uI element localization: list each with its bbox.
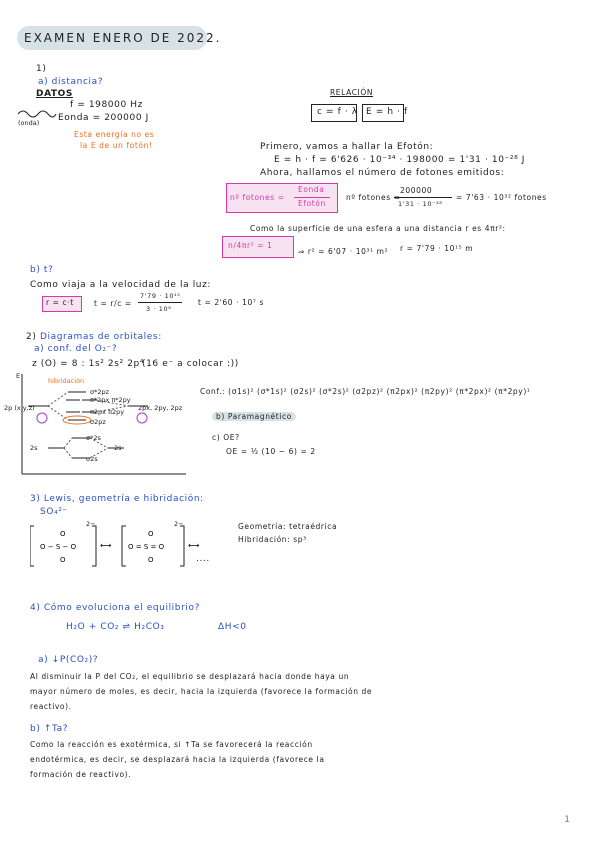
- hibridacion: Hibridación: sp³: [238, 535, 307, 544]
- ahora-text: Ahora, hallamos el número de fotones emitidos:: [260, 168, 505, 178]
- wave-icon: [16, 108, 58, 120]
- q4-b-text1: Como la reacción es exotérmica, si ↑Ta se favorecerá la reacción: [30, 740, 313, 749]
- esfera-formula: n/4πr² = 1: [228, 241, 273, 250]
- mo-pi: π2px π2py: [90, 408, 125, 416]
- nfot-result: = 7'63 · 10³² fotones: [456, 193, 547, 202]
- f-value: f = 198000 Hz: [70, 100, 143, 110]
- mo-configuration: Conf.: (σ1s)² (σ*1s)² (σ2s)² (σ*2s)² (σ2pz)² (π2px)² (π2py)² (π*2px)² (π*2py)¹: [200, 387, 531, 396]
- mo-s2pz: σ2pz: [90, 418, 106, 426]
- q2-b-paramagnetico: b) Paramagnético: [212, 412, 296, 421]
- diagram-hibridacion: hibridación: [48, 377, 85, 385]
- lewis-structures: [30, 522, 220, 572]
- nfot-box-lhs: nº fotones =: [230, 193, 285, 202]
- page-number: 1: [564, 815, 570, 825]
- level-2s-right: 2s: [114, 444, 122, 452]
- q1-b-label: b) t?: [30, 265, 54, 275]
- nfot-box-num: Eonda: [298, 185, 325, 194]
- r2-result: ⇒ r² = 6'07 · 10³¹ m²: [298, 247, 389, 256]
- note-line1: Esta energía no es: [74, 130, 155, 139]
- primero-text: Primero, vamos a hallar la Efotón:: [260, 142, 434, 152]
- q2-c-label: c) OE?: [212, 433, 240, 442]
- geometria: Geometría: tetraédrica: [238, 522, 338, 531]
- svg-text:⟷: ⟷: [188, 541, 200, 550]
- svg-text:⟷: ⟷: [100, 541, 112, 550]
- q2-a-label: a) conf. del O₂⁻?: [34, 344, 118, 354]
- mo-s2pz-star: σ*2pz: [90, 388, 110, 396]
- lewis-dots: ....: [196, 554, 210, 564]
- q1-a-label: a) distancia?: [38, 77, 104, 87]
- svg-text:O: O: [148, 530, 154, 538]
- nfot-box-fraction-bar: [294, 197, 330, 198]
- t-calc-lhs: t = r/c =: [94, 299, 132, 308]
- svg-text:O: O: [60, 556, 66, 564]
- q4-reaction: H₂O + CO₂ ⇌ H₂CO₃: [66, 622, 165, 632]
- level-2p: 2p (x,y,z): [4, 404, 35, 412]
- nfot-calc-num: 200000: [400, 186, 433, 195]
- nfot-calc-lhs: nº fotones =: [346, 193, 401, 202]
- svg-text:O = S = O: O = S = O: [128, 543, 165, 551]
- note-line2: la E de un fotón!: [80, 141, 153, 150]
- datos-label: DATOS: [36, 89, 74, 99]
- t-calc-num: 7'79 · 10¹⁵: [140, 292, 181, 300]
- q3-title: 3) Lewis, geometría e hibridación:: [30, 494, 204, 504]
- oe-calc: OE = ½ (10 − 6) = 2: [226, 447, 316, 456]
- q4-a-text3: reactivo).: [30, 702, 72, 711]
- q4-a-text2: mayor número de moles, es decir, hacia la izquierda (favorece la formación de: [30, 687, 373, 696]
- q4-b-text2: endotérmica, es decir, se desplazará hacia la izquierda (favorece la: [30, 755, 325, 764]
- relacion-label: RELACIÓN: [330, 88, 374, 97]
- svg-text:O − S − O: O − S − O: [40, 543, 77, 551]
- q1-number: 1): [36, 64, 47, 74]
- formula2: E = h · f: [366, 107, 408, 117]
- formula1: c = f · λ: [317, 107, 358, 117]
- como-esfera-text: Como la superficie de una esfera a una distancia r es 4πr²:: [250, 224, 506, 233]
- nfot-box-den: Efotón: [298, 199, 326, 208]
- q4-b-label: b) ↑Ta?: [30, 724, 69, 734]
- t-calc-fraction-bar: [138, 302, 182, 303]
- q3-ion: SO₄²⁻: [40, 507, 68, 517]
- electrons-note: (16 e⁻ a colocar :)): [142, 359, 239, 369]
- onda-label: (onda): [18, 119, 40, 127]
- lewis-left-charge: 2−: [86, 520, 96, 528]
- q4-b-text3: formación de reactivo).: [30, 770, 132, 779]
- q4-a-text1: Al disminuir la P del CO₂, el equilibrio se desplazará hacia donde haya un: [30, 672, 350, 681]
- lewis-mid-charge: 2−: [174, 520, 184, 528]
- r-result: r = 7'79 · 10¹⁵ m: [400, 244, 474, 253]
- q1-b-text: Como viaja a la velocidad de la luz:: [30, 280, 212, 290]
- mo-s2s-star: σ*2s: [86, 434, 101, 442]
- right-2p-label: 2px, 2py, 2pz: [138, 404, 183, 412]
- q4-a-label: a) ↓P(CO₂)?: [38, 655, 99, 665]
- q4-title: 4) Cómo evoluciona el equilibrio?: [30, 603, 200, 613]
- mo-s2s: σ2s: [86, 455, 98, 463]
- nfot-calc-den: 1'31 · 10⁻²⁸: [398, 200, 443, 208]
- e-onda: Eonda = 200000 J: [58, 113, 149, 123]
- t-result: t = 2'60 · 10⁷ s: [198, 298, 264, 307]
- z-config: z (O) = 8 : 1s² 2s² 2p⁴: [32, 359, 145, 369]
- svg-text:O: O: [148, 556, 154, 564]
- level-2s-left: 2s: [30, 444, 38, 452]
- diagram-energy-axis: E: [16, 372, 21, 380]
- t-calc-den: 3 · 10⁸: [146, 305, 172, 313]
- q2-number: 2): [26, 332, 37, 342]
- svg-text:O: O: [60, 530, 66, 538]
- mo-pi-star: π*2px π*2py: [90, 396, 131, 404]
- q2-title: Diagramas de orbitales:: [40, 332, 162, 342]
- rct-formula: r = c·t: [46, 298, 74, 307]
- q4-dh: ΔH<0: [218, 622, 247, 632]
- e-calc: E = h · f = 6'626 · 10⁻³⁴ · 198000 = 1'31 · 10⁻²⁸ J: [274, 155, 526, 165]
- nfot-calc-fraction-bar: [394, 197, 452, 198]
- page-title: EXAMEN ENERO DE 2022.: [24, 31, 222, 45]
